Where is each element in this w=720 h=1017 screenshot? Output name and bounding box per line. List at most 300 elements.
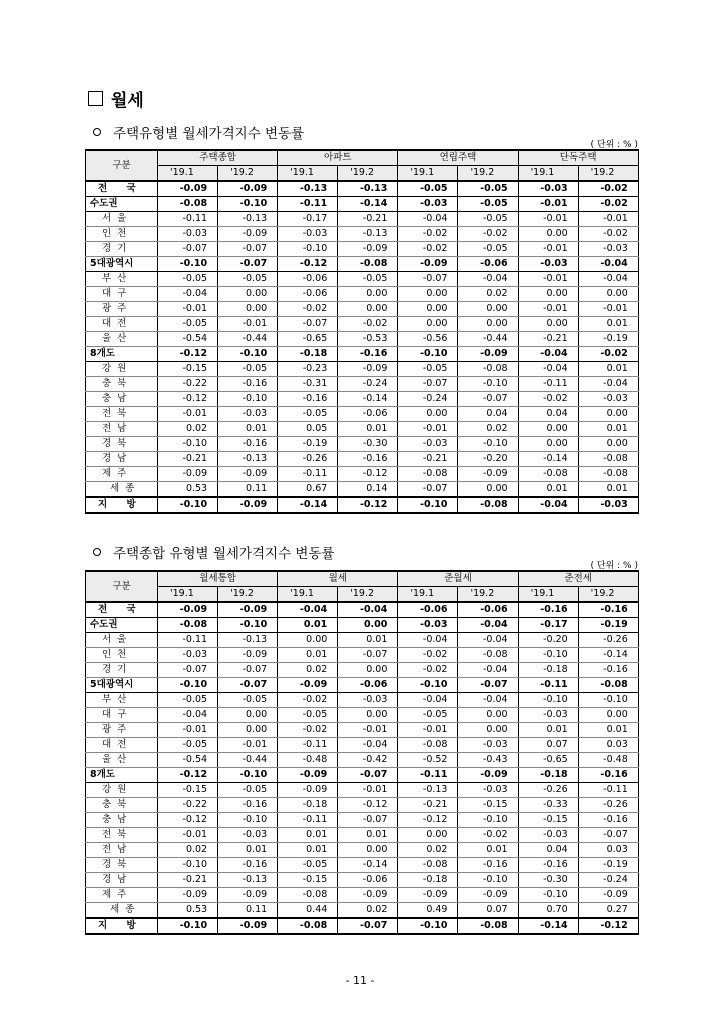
value-cell: 0.01 bbox=[578, 723, 638, 738]
table-row bbox=[86, 302, 639, 317]
value-cell: -0.52 bbox=[398, 753, 458, 768]
value-cell: -0.14 bbox=[338, 392, 398, 407]
value-cell: -0.04 bbox=[458, 633, 518, 648]
region-name: 서울 bbox=[86, 212, 158, 227]
region-name: 인천 bbox=[86, 648, 158, 663]
value-cell: -0.01 bbox=[158, 828, 218, 843]
table-row bbox=[86, 618, 639, 633]
value-cell: 0.02 bbox=[458, 287, 518, 302]
region-name: 8개도 bbox=[86, 768, 158, 783]
value-cell: -0.10 bbox=[158, 497, 218, 513]
value-cell: -0.14 bbox=[338, 197, 398, 212]
value-cell: -0.16 bbox=[218, 437, 278, 452]
value-cell: -0.09 bbox=[158, 181, 218, 197]
value-cell: -0.18 bbox=[518, 768, 578, 783]
table1-unit: ( 단위 : % ) bbox=[590, 140, 638, 150]
period-header: '19.1 bbox=[278, 166, 338, 182]
value-cell: -0.01 bbox=[518, 212, 578, 227]
value-cell: 0.67 bbox=[278, 482, 338, 498]
value-cell: 0.01 bbox=[578, 317, 638, 332]
group-header: 월세 bbox=[278, 571, 398, 587]
value-cell: -0.07 bbox=[578, 828, 638, 843]
header-corner: 구분 bbox=[86, 150, 158, 181]
value-cell: -0.16 bbox=[518, 602, 578, 618]
period-header: '19.1 bbox=[278, 587, 338, 603]
value-cell: -0.16 bbox=[458, 858, 518, 873]
value-cell: -0.12 bbox=[338, 798, 398, 813]
value-cell: 0.01 bbox=[578, 422, 638, 437]
value-cell: -0.19 bbox=[578, 858, 638, 873]
value-cell: -0.10 bbox=[518, 888, 578, 903]
period-header: '19.2 bbox=[338, 587, 398, 603]
region-name: 광주 bbox=[86, 302, 158, 317]
value-cell: -0.03 bbox=[158, 227, 218, 242]
value-cell: -0.14 bbox=[578, 648, 638, 663]
value-cell: -0.08 bbox=[578, 452, 638, 467]
value-cell: -0.44 bbox=[458, 332, 518, 347]
region-name: 전 국 bbox=[86, 602, 158, 618]
value-cell: -0.07 bbox=[458, 678, 518, 693]
table-row bbox=[86, 753, 639, 768]
value-cell: -0.18 bbox=[278, 347, 338, 362]
value-cell: -0.13 bbox=[278, 181, 338, 197]
value-cell: -0.02 bbox=[278, 693, 338, 708]
value-cell: -0.02 bbox=[578, 181, 638, 197]
value-cell: -0.01 bbox=[338, 723, 398, 738]
value-cell: -0.24 bbox=[398, 392, 458, 407]
value-cell: -0.10 bbox=[158, 257, 218, 272]
value-cell: -0.04 bbox=[398, 212, 458, 227]
value-cell: -0.07 bbox=[158, 663, 218, 678]
period-header: '19.1 bbox=[158, 587, 218, 603]
value-cell: -0.11 bbox=[578, 783, 638, 798]
value-cell: 0.01 bbox=[278, 828, 338, 843]
value-cell: -0.07 bbox=[338, 918, 398, 934]
region-name: 세종 bbox=[86, 903, 158, 919]
value-cell: -0.04 bbox=[578, 272, 638, 287]
value-cell: -0.10 bbox=[398, 497, 458, 513]
value-cell: 0.03 bbox=[578, 738, 638, 753]
region-name: 제주 bbox=[86, 467, 158, 482]
region-name: 부산 bbox=[86, 693, 158, 708]
value-cell: -0.12 bbox=[578, 918, 638, 934]
table-row bbox=[86, 227, 639, 242]
value-cell: -0.13 bbox=[218, 212, 278, 227]
value-cell: 0.53 bbox=[158, 482, 218, 498]
group-header: 연립주택 bbox=[398, 150, 518, 166]
value-cell: -0.08 bbox=[458, 648, 518, 663]
table-row bbox=[86, 392, 639, 407]
value-cell: -0.09 bbox=[218, 467, 278, 482]
value-cell: 0.01 bbox=[578, 362, 638, 377]
value-cell: -0.09 bbox=[278, 768, 338, 783]
value-cell: -0.02 bbox=[398, 663, 458, 678]
table-row bbox=[86, 873, 639, 888]
value-cell: -0.10 bbox=[218, 347, 278, 362]
table-row bbox=[86, 918, 639, 934]
region-name: 경남 bbox=[86, 873, 158, 888]
value-cell: -0.01 bbox=[578, 212, 638, 227]
value-cell: -0.03 bbox=[518, 828, 578, 843]
value-cell: -0.10 bbox=[398, 918, 458, 934]
value-cell: 0.01 bbox=[578, 482, 638, 498]
value-cell: -0.08 bbox=[458, 918, 518, 934]
value-cell: -0.03 bbox=[218, 407, 278, 422]
value-cell: 0.02 bbox=[458, 422, 518, 437]
table-row bbox=[86, 482, 639, 498]
value-cell: -0.15 bbox=[158, 783, 218, 798]
value-cell: -0.07 bbox=[338, 813, 398, 828]
value-cell: 0.01 bbox=[338, 633, 398, 648]
value-cell: -0.08 bbox=[578, 678, 638, 693]
value-cell: 0.00 bbox=[398, 317, 458, 332]
value-cell: -0.10 bbox=[218, 618, 278, 633]
region-name: 인천 bbox=[86, 227, 158, 242]
value-cell: -0.54 bbox=[158, 753, 218, 768]
section-title-label: 월세 bbox=[111, 90, 144, 111]
table-row bbox=[86, 407, 639, 422]
value-cell: -0.09 bbox=[578, 888, 638, 903]
region-name: 경기 bbox=[86, 242, 158, 257]
value-cell: -0.53 bbox=[338, 332, 398, 347]
region-name: 8개도 bbox=[86, 347, 158, 362]
checkbox-square-icon bbox=[88, 91, 103, 106]
value-cell: -0.10 bbox=[158, 858, 218, 873]
table-row bbox=[86, 332, 639, 347]
value-cell: 0.02 bbox=[398, 843, 458, 858]
value-cell: -0.09 bbox=[218, 888, 278, 903]
table-row bbox=[86, 437, 639, 452]
value-cell: -0.05 bbox=[158, 272, 218, 287]
value-cell: -0.01 bbox=[158, 302, 218, 317]
value-cell: -0.05 bbox=[398, 181, 458, 197]
value-cell: -0.07 bbox=[338, 648, 398, 663]
value-cell: -0.09 bbox=[338, 242, 398, 257]
value-cell: -0.06 bbox=[278, 272, 338, 287]
value-cell: 0.00 bbox=[338, 287, 398, 302]
value-cell: -0.30 bbox=[338, 437, 398, 452]
table-row bbox=[86, 903, 639, 919]
table1-heading-text: 주택유형별 월세가격지수 변동률 bbox=[113, 126, 305, 142]
value-cell: -0.03 bbox=[398, 618, 458, 633]
value-cell: 0.07 bbox=[458, 903, 518, 919]
region-name: 전북 bbox=[86, 407, 158, 422]
value-cell: 0.04 bbox=[458, 407, 518, 422]
value-cell: -0.07 bbox=[218, 242, 278, 257]
value-cell: -0.09 bbox=[398, 257, 458, 272]
value-cell: -0.10 bbox=[218, 813, 278, 828]
value-cell: -0.03 bbox=[518, 257, 578, 272]
region-name: 전남 bbox=[86, 422, 158, 437]
value-cell: -0.04 bbox=[578, 377, 638, 392]
period-header: '19.2 bbox=[218, 587, 278, 603]
value-cell: -0.17 bbox=[518, 618, 578, 633]
value-cell: -0.33 bbox=[518, 798, 578, 813]
value-cell: -0.13 bbox=[338, 181, 398, 197]
period-header: '19.2 bbox=[578, 587, 638, 603]
value-cell: -0.11 bbox=[158, 212, 218, 227]
value-cell: -0.02 bbox=[398, 242, 458, 257]
value-cell: -0.08 bbox=[158, 618, 218, 633]
value-cell: 0.00 bbox=[518, 422, 578, 437]
value-cell: -0.17 bbox=[278, 212, 338, 227]
value-cell: -0.09 bbox=[338, 888, 398, 903]
value-cell: -0.09 bbox=[218, 181, 278, 197]
value-cell: -0.04 bbox=[518, 347, 578, 362]
value-cell: -0.05 bbox=[278, 858, 338, 873]
value-cell: -0.05 bbox=[158, 317, 218, 332]
region-name: 광주 bbox=[86, 723, 158, 738]
period-header: '19.1 bbox=[398, 587, 458, 603]
region-name: 전 국 bbox=[86, 181, 158, 197]
value-cell: 0.00 bbox=[518, 287, 578, 302]
value-cell: -0.05 bbox=[278, 407, 338, 422]
value-cell: 0.00 bbox=[338, 708, 398, 723]
value-cell: -0.03 bbox=[398, 197, 458, 212]
value-cell: -0.11 bbox=[278, 738, 338, 753]
value-cell: -0.13 bbox=[218, 452, 278, 467]
circle-bullet-icon bbox=[93, 128, 101, 136]
table-row bbox=[86, 242, 639, 257]
value-cell: -0.10 bbox=[158, 678, 218, 693]
value-cell: -0.01 bbox=[518, 302, 578, 317]
table1-heading bbox=[93, 122, 304, 142]
value-cell: -0.07 bbox=[218, 257, 278, 272]
value-cell: -0.14 bbox=[518, 918, 578, 934]
value-cell: -0.05 bbox=[458, 197, 518, 212]
value-cell: -0.05 bbox=[158, 738, 218, 753]
table-row bbox=[86, 798, 639, 813]
value-cell: -0.56 bbox=[398, 332, 458, 347]
region-name: 대구 bbox=[86, 708, 158, 723]
value-cell: 0.00 bbox=[218, 723, 278, 738]
value-cell: -0.23 bbox=[278, 362, 338, 377]
value-cell: -0.01 bbox=[218, 738, 278, 753]
value-cell: -0.42 bbox=[338, 753, 398, 768]
value-cell: -0.10 bbox=[158, 437, 218, 452]
value-cell: -0.15 bbox=[518, 813, 578, 828]
region-name: 충남 bbox=[86, 392, 158, 407]
value-cell: -0.12 bbox=[398, 813, 458, 828]
value-cell: -0.11 bbox=[158, 633, 218, 648]
value-cell: -0.03 bbox=[398, 437, 458, 452]
region-name: 경북 bbox=[86, 858, 158, 873]
value-cell: -0.02 bbox=[398, 648, 458, 663]
value-cell: -0.09 bbox=[158, 602, 218, 618]
value-cell: 0.01 bbox=[338, 828, 398, 843]
value-cell: -0.11 bbox=[518, 377, 578, 392]
region-name: 경북 bbox=[86, 437, 158, 452]
value-cell: -0.16 bbox=[278, 392, 338, 407]
value-cell: -0.19 bbox=[278, 437, 338, 452]
value-cell: 0.00 bbox=[578, 287, 638, 302]
value-cell: -0.03 bbox=[158, 648, 218, 663]
value-cell: -0.01 bbox=[158, 407, 218, 422]
region-name: 5대광역시 bbox=[86, 257, 158, 272]
value-cell: 0.05 bbox=[278, 422, 338, 437]
value-cell: -0.07 bbox=[398, 272, 458, 287]
value-cell: 0.11 bbox=[218, 482, 278, 498]
period-header: '19.2 bbox=[338, 166, 398, 182]
value-cell: -0.07 bbox=[398, 377, 458, 392]
value-cell: 0.01 bbox=[278, 843, 338, 858]
value-cell: -0.21 bbox=[158, 452, 218, 467]
value-cell: -0.09 bbox=[218, 918, 278, 934]
value-cell: 0.00 bbox=[458, 317, 518, 332]
value-cell: 0.70 bbox=[518, 903, 578, 919]
value-cell: -0.43 bbox=[458, 753, 518, 768]
table-row bbox=[86, 497, 639, 513]
value-cell: -0.13 bbox=[398, 783, 458, 798]
value-cell: 0.00 bbox=[338, 618, 398, 633]
value-cell: 0.00 bbox=[578, 437, 638, 452]
value-cell: -0.10 bbox=[458, 813, 518, 828]
region-name: 울산 bbox=[86, 332, 158, 347]
value-cell: -0.07 bbox=[218, 663, 278, 678]
table2-heading-text: 주택종합 유형별 월세가격지수 변동률 bbox=[113, 546, 335, 562]
value-cell: -0.07 bbox=[398, 482, 458, 498]
region-name: 제주 bbox=[86, 888, 158, 903]
value-cell: -0.08 bbox=[158, 197, 218, 212]
period-header: '19.1 bbox=[518, 587, 578, 603]
value-cell: -0.07 bbox=[218, 678, 278, 693]
value-cell: -0.09 bbox=[398, 888, 458, 903]
group-header: 주택종합 bbox=[158, 150, 278, 166]
value-cell: -0.16 bbox=[578, 602, 638, 618]
region-name: 울산 bbox=[86, 753, 158, 768]
value-cell: -0.08 bbox=[398, 858, 458, 873]
table2 bbox=[85, 570, 639, 935]
table-row bbox=[86, 287, 639, 302]
value-cell: -0.02 bbox=[278, 723, 338, 738]
value-cell: -0.05 bbox=[398, 708, 458, 723]
value-cell: -0.02 bbox=[578, 197, 638, 212]
value-cell: -0.10 bbox=[218, 768, 278, 783]
value-cell: -0.10 bbox=[218, 197, 278, 212]
region-name: 충북 bbox=[86, 377, 158, 392]
value-cell: -0.02 bbox=[518, 392, 578, 407]
value-cell: -0.10 bbox=[398, 678, 458, 693]
value-cell: -0.11 bbox=[278, 813, 338, 828]
region-name: 수도권 bbox=[86, 618, 158, 633]
value-cell: -0.19 bbox=[578, 332, 638, 347]
table-row bbox=[86, 708, 639, 723]
value-cell: 0.27 bbox=[578, 903, 638, 919]
table-row bbox=[86, 828, 639, 843]
table-row bbox=[86, 317, 639, 332]
value-cell: -0.16 bbox=[518, 858, 578, 873]
value-cell: 0.07 bbox=[518, 738, 578, 753]
value-cell: -0.18 bbox=[278, 798, 338, 813]
value-cell: -0.02 bbox=[578, 347, 638, 362]
value-cell: -0.08 bbox=[518, 467, 578, 482]
value-cell: 0.00 bbox=[218, 708, 278, 723]
table1 bbox=[85, 149, 639, 514]
page-number: - 11 - bbox=[345, 974, 375, 987]
value-cell: 0.00 bbox=[398, 407, 458, 422]
value-cell: -0.16 bbox=[578, 768, 638, 783]
value-cell: -0.11 bbox=[278, 467, 338, 482]
value-cell: -0.05 bbox=[218, 693, 278, 708]
value-cell: 0.01 bbox=[218, 422, 278, 437]
table2-heading bbox=[93, 542, 335, 562]
value-cell: -0.06 bbox=[338, 873, 398, 888]
table-row bbox=[86, 602, 639, 618]
value-cell: -0.21 bbox=[398, 452, 458, 467]
value-cell: -0.01 bbox=[578, 302, 638, 317]
table-row bbox=[86, 888, 639, 903]
value-cell: -0.09 bbox=[278, 783, 338, 798]
value-cell: 0.00 bbox=[518, 317, 578, 332]
value-cell: -0.10 bbox=[158, 918, 218, 934]
region-name: 대전 bbox=[86, 317, 158, 332]
value-cell: -0.04 bbox=[518, 362, 578, 377]
value-cell: -0.07 bbox=[338, 768, 398, 783]
value-cell: -0.01 bbox=[518, 197, 578, 212]
value-cell: -0.21 bbox=[338, 212, 398, 227]
table2-unit: ( 단위 : % ) bbox=[590, 561, 638, 571]
value-cell: -0.09 bbox=[158, 467, 218, 482]
value-cell: -0.05 bbox=[458, 212, 518, 227]
value-cell: -0.04 bbox=[398, 693, 458, 708]
value-cell: 0.49 bbox=[398, 903, 458, 919]
value-cell: -0.02 bbox=[398, 227, 458, 242]
value-cell: -0.02 bbox=[458, 227, 518, 242]
value-cell: 0.00 bbox=[278, 633, 338, 648]
value-cell: -0.12 bbox=[338, 497, 398, 513]
value-cell: -0.10 bbox=[518, 648, 578, 663]
group-header: 준월세 bbox=[398, 571, 518, 587]
value-cell: -0.07 bbox=[158, 242, 218, 257]
period-header: '19.1 bbox=[518, 166, 578, 182]
value-cell: -0.04 bbox=[158, 708, 218, 723]
value-cell: -0.20 bbox=[518, 633, 578, 648]
value-cell: -0.12 bbox=[158, 768, 218, 783]
region-name: 대구 bbox=[86, 287, 158, 302]
value-cell: -0.03 bbox=[458, 738, 518, 753]
region-name: 세종 bbox=[86, 482, 158, 498]
value-cell: -0.16 bbox=[218, 377, 278, 392]
value-cell: -0.54 bbox=[158, 332, 218, 347]
table-row bbox=[86, 723, 639, 738]
value-cell: -0.06 bbox=[458, 257, 518, 272]
region-name: 강원 bbox=[86, 783, 158, 798]
value-cell: -0.26 bbox=[278, 452, 338, 467]
value-cell: -0.01 bbox=[338, 783, 398, 798]
value-cell: -0.04 bbox=[338, 738, 398, 753]
value-cell: 0.01 bbox=[458, 843, 518, 858]
value-cell: -0.10 bbox=[458, 437, 518, 452]
value-cell: -0.07 bbox=[278, 317, 338, 332]
value-cell: -0.09 bbox=[458, 888, 518, 903]
value-cell: -0.01 bbox=[518, 272, 578, 287]
section-title bbox=[88, 86, 144, 110]
value-cell: -0.02 bbox=[338, 317, 398, 332]
value-cell: -0.10 bbox=[578, 693, 638, 708]
value-cell: -0.02 bbox=[458, 828, 518, 843]
value-cell: -0.13 bbox=[218, 873, 278, 888]
value-cell: -0.26 bbox=[578, 633, 638, 648]
value-cell: -0.10 bbox=[218, 392, 278, 407]
table-row bbox=[86, 678, 639, 693]
value-cell: -0.44 bbox=[218, 753, 278, 768]
value-cell: 0.01 bbox=[338, 422, 398, 437]
group-header: 단독주택 bbox=[518, 150, 638, 166]
value-cell: -0.48 bbox=[278, 753, 338, 768]
value-cell: 0.01 bbox=[278, 648, 338, 663]
value-cell: -0.08 bbox=[458, 497, 518, 513]
region-name: 대전 bbox=[86, 738, 158, 753]
